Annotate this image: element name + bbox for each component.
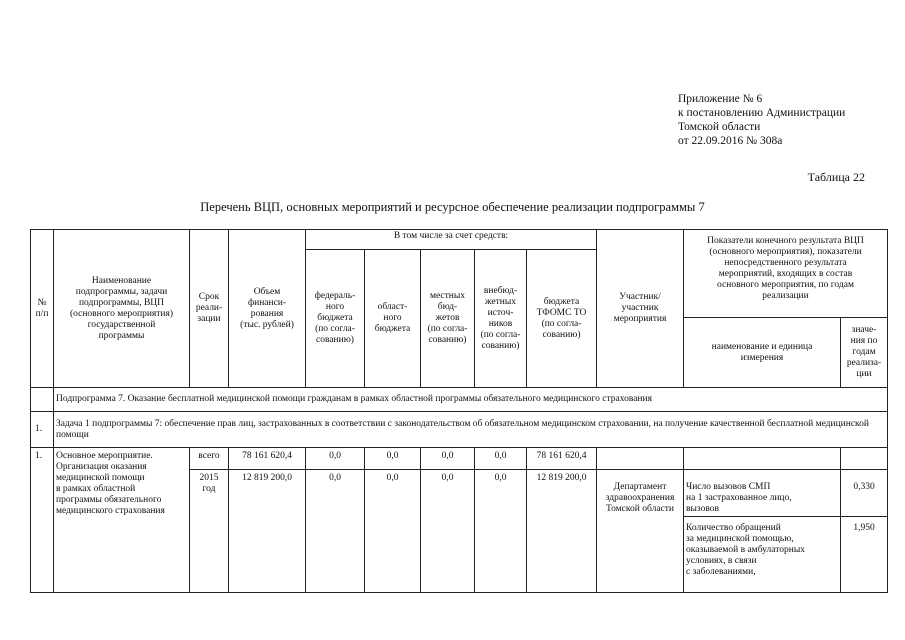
total-local: 0,0: [421, 448, 475, 470]
appendix-line: Томской области: [678, 121, 761, 133]
total-federal: 0,0: [306, 448, 365, 470]
indicator-value: 0,330: [841, 470, 888, 517]
y2015-term: 2015 год: [190, 470, 229, 593]
total-term: всего: [190, 448, 229, 470]
task-num: 1.: [31, 412, 54, 448]
header-ind-name: наименование и единица измерения: [684, 318, 841, 388]
appendix-block: [678, 92, 845, 148]
appendix-line: Приложение № 6: [678, 93, 763, 105]
measure-name: Основное мероприятие. Организация оказания медицинской помощи в рамках областной программы обязательного медицинского страхования: [54, 448, 190, 593]
indicator-name: Число вызовов СМП на 1 застрахованное лицо, вызовов: [684, 470, 841, 517]
appendix-line: от 22.09.2016 № 308а: [678, 135, 783, 147]
total-tfoms: 78 161 620,4: [527, 448, 597, 470]
total-volume: 78 161 620,4: [229, 448, 306, 470]
header-extra: внебюд- жетных источ- ников (по согла- сованию): [475, 250, 527, 388]
table-label: Таблица 22: [807, 170, 865, 184]
header-volume: Объем финанси- рования (тыс. рублей): [229, 230, 306, 388]
y2015-federal: 0,0: [306, 470, 365, 593]
header-tfoms: бюджета ТФОМС ТО (по согла- сованию): [527, 250, 597, 388]
indicator-name: Количество обращений за медицинской помощью, оказываемой в амбулаторных условиях, в связи с заболеваниями,: [684, 517, 841, 593]
header-term: Срок реали- зации: [190, 230, 229, 388]
document-title: Перечень ВЦП, основных мероприятий и ресурсное обеспечение реализации подпрограммы 7: [200, 200, 705, 214]
header-num: № п/п: [31, 230, 54, 388]
y2015-extra: 0,0: [475, 470, 527, 593]
header-incl: В том числе за счет средств:: [306, 230, 597, 250]
y2015-volume: 12 819 200,0: [229, 470, 306, 593]
total-extra: 0,0: [475, 448, 527, 470]
header-federal: федераль- ного бюджета (по согла- сованию): [306, 250, 365, 388]
task-text: Задача 1 подпрограммы 7: обеспечение прав лиц, застрахованных в соответствии с законодательством об обязательном медицинском страховании, на получение качественной бесплатной медицинской помощи: [54, 412, 888, 448]
header-regional: област- ного бюджета: [365, 250, 421, 388]
appendix-line: к постановлению Администрации: [678, 107, 846, 119]
y2015-tfoms: 12 819 200,0: [527, 470, 597, 593]
header-local: местных бюд- жетов (по согла- сованию): [421, 250, 475, 388]
y2015-regional: 0,0: [365, 470, 421, 593]
total-ind-value: [841, 448, 888, 470]
indicator-value: 1,950: [841, 517, 888, 593]
measure-num: 1.: [31, 448, 54, 593]
participant-cell: Департамент здравоохранения Томской области: [597, 470, 684, 593]
header-ind-value: значе- ния по годам реализа- ции: [841, 318, 888, 388]
subprogram-row: Подпрограмма 7. Оказание бесплатной медицинской помощи гражданам в рамках областной программы обязательного медицинского страхования: [54, 388, 888, 412]
total-participant: [597, 448, 684, 470]
header-indicators: Показатели конечного результата ВЦП (основного мероприятия), показатели непосредственного результата мероприятий, входящих в состав основного мероприятия, по годам реализации: [684, 230, 888, 318]
header-name: Наименование подпрограммы, задачи подпрограммы, ВЦП (основного мероприятия) государственной программы: [54, 230, 190, 388]
header-participant: Участник/ участник мероприятия: [597, 230, 684, 388]
y2015-local: 0,0: [421, 470, 475, 593]
total-ind-name: [684, 448, 841, 470]
resource-table: [30, 229, 888, 593]
total-regional: 0,0: [365, 448, 421, 470]
subprogram-num: [31, 388, 54, 412]
